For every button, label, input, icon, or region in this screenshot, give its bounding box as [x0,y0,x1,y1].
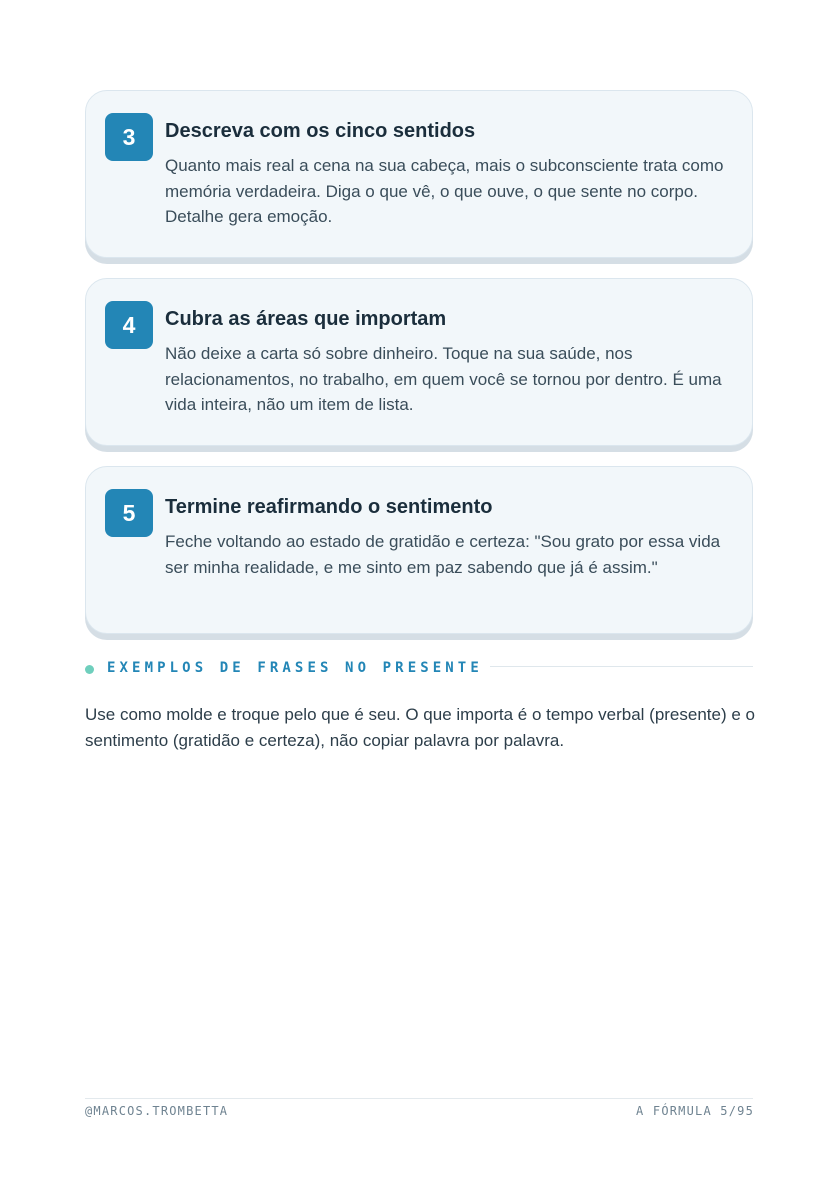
step-description: Quanto mais real a cena na sua cabeça, mais o subconsciente trata como memória verdadeira. Diga o que vê, o que ouve, o que sente no corpo. Detalhe gera emoção. [165,156,724,226]
step-description: Não deixe a carta só sobre dinheiro. Toque na sua saúde, nos relacionamentos, no trabalho, em quem você se tornou por dentro. É uma vida inteira, não um item de lista. [165,344,722,414]
step-number-badge: 5 [105,489,153,537]
step-description: Feche voltando ao estado de gratidão e certeza: "Sou grato por essa vida ser minha realidade, e me sinto em paz sabendo que já é assim." [165,532,721,577]
bullet-dot-icon [85,665,94,674]
step-title: Cubra as áreas que importam [165,308,447,330]
step-card-4 [85,278,753,446]
step-title: Descreva com os cinco sentidos [165,120,476,142]
section-heading-label: EXEMPLOS DE FRASES NO PRESENTE [107,660,483,676]
footer-page-number: A FÓRMULA 5/95 [636,1104,754,1118]
footer-handle: @MARCOS.TROMBETTA [85,1104,229,1118]
section-heading [85,657,753,681]
section-divider [490,666,753,667]
section-intro-text: Use como molde e troque pelo que é seu. O que importa é o tempo verbal (presente) e o sentimento (gratidão e certeza), não copiar palavra por palavra. [85,705,755,750]
step-title: Termine reafirmando o sentimento [165,496,493,518]
step-card-3 [85,90,753,258]
footer-divider [85,1098,753,1099]
step-number-badge: 4 [105,301,153,349]
step-card-5 [85,466,753,634]
step-number-badge: 3 [105,113,153,161]
